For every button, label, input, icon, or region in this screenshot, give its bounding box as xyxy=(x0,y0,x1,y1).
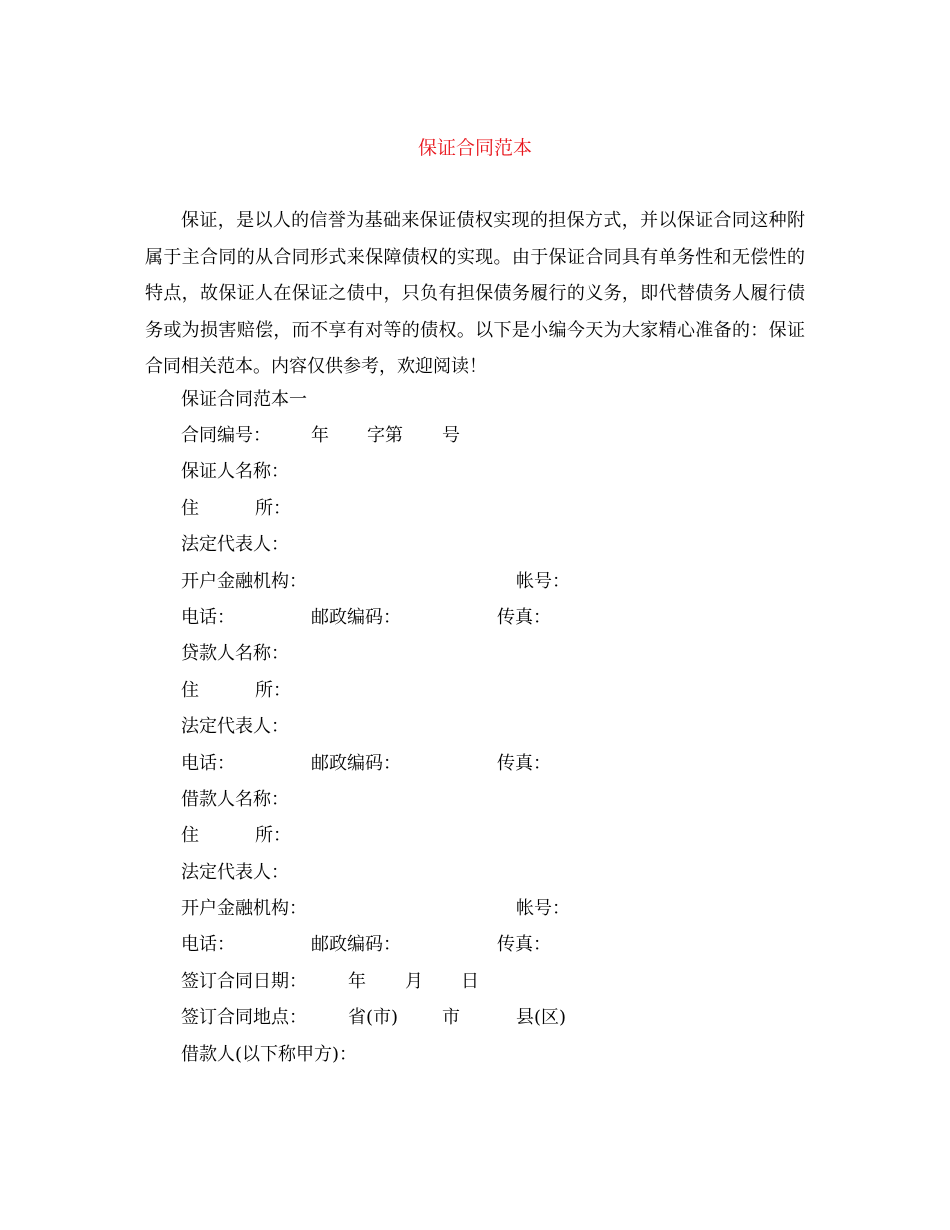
borrower-rep-label: 法定代表人： xyxy=(181,862,289,883)
contract-number-label: 合同编号： xyxy=(181,425,271,446)
borrower-bank-label: 开户金融机构： xyxy=(181,898,307,919)
signing-place-province: 省(市) xyxy=(348,1007,399,1028)
guarantor-phone-label: 电话： xyxy=(181,607,235,628)
contract-number-no: 号 xyxy=(442,425,460,446)
party-a-label: 借款人(以下称甲方)： xyxy=(181,1044,358,1065)
signing-place-city: 市 xyxy=(442,1007,460,1028)
guarantor-bank-label: 开户金融机构： xyxy=(181,571,307,592)
guarantor-rep-label: 法定代表人： xyxy=(181,534,289,555)
guarantor-postcode-label: 邮政编码： xyxy=(311,607,401,628)
intro-paragraph: 保证，是以人的信誉为基础来保证债权实现的担保方式，并以保证合同这种附属于主合同的从合同形式来保障债权的实现。由于保证合同具有单务性和无偿性的特点，故保证人在保证之债中，只负有担保债务履行的义务，即代替债务人履行债务或为损害赔偿，而不享有对等的债权。以下是小编今天为大家精心准备的：保证合同相关范本。内容仅供参考，欢迎阅读！ xyxy=(145,210,805,378)
guarantor-account-label: 帐号： xyxy=(516,571,570,592)
borrower-postcode-label: 邮政编码： xyxy=(311,934,401,955)
guarantor-name-label: 保证人名称： xyxy=(181,461,289,482)
signing-date-day: 日 xyxy=(461,971,479,992)
borrower-name-label: 借款人名称： xyxy=(181,789,289,810)
section-heading-text: 保证合同范本一 xyxy=(181,389,307,410)
lender-rep-label: 法定代表人： xyxy=(181,716,289,737)
contract-number-year: 年 xyxy=(311,425,329,446)
borrower-address-label-1: 住 xyxy=(181,825,199,846)
borrower-address-label-2: 所： xyxy=(255,825,291,846)
page-title: 保证合同范本 xyxy=(417,137,532,159)
borrower-phone-label: 电话： xyxy=(181,934,235,955)
lender-postcode-label: 邮政编码： xyxy=(311,753,401,774)
lender-name-label: 贷款人名称： xyxy=(181,643,289,664)
signing-place-county: 县(区) xyxy=(516,1007,567,1028)
signing-date-year: 年 xyxy=(348,971,366,992)
guarantor-fax-label: 传真： xyxy=(497,607,551,628)
lender-address-label-1: 住 xyxy=(181,680,199,701)
borrower-fax-label: 传真： xyxy=(497,934,551,955)
lender-address-label-2: 所： xyxy=(255,680,291,701)
signing-date-month: 月 xyxy=(405,971,423,992)
signing-date-label: 签订合同日期： xyxy=(181,971,307,992)
contract-number-word: 字第 xyxy=(367,425,403,446)
lender-fax-label: 传真： xyxy=(497,753,551,774)
guarantor-address-label-1: 住 xyxy=(181,498,199,519)
lender-phone-label: 电话： xyxy=(181,753,235,774)
guarantor-address-label-2: 所： xyxy=(255,498,291,519)
signing-place-label: 签订合同地点： xyxy=(181,1007,307,1028)
borrower-account-label: 帐号： xyxy=(516,898,570,919)
